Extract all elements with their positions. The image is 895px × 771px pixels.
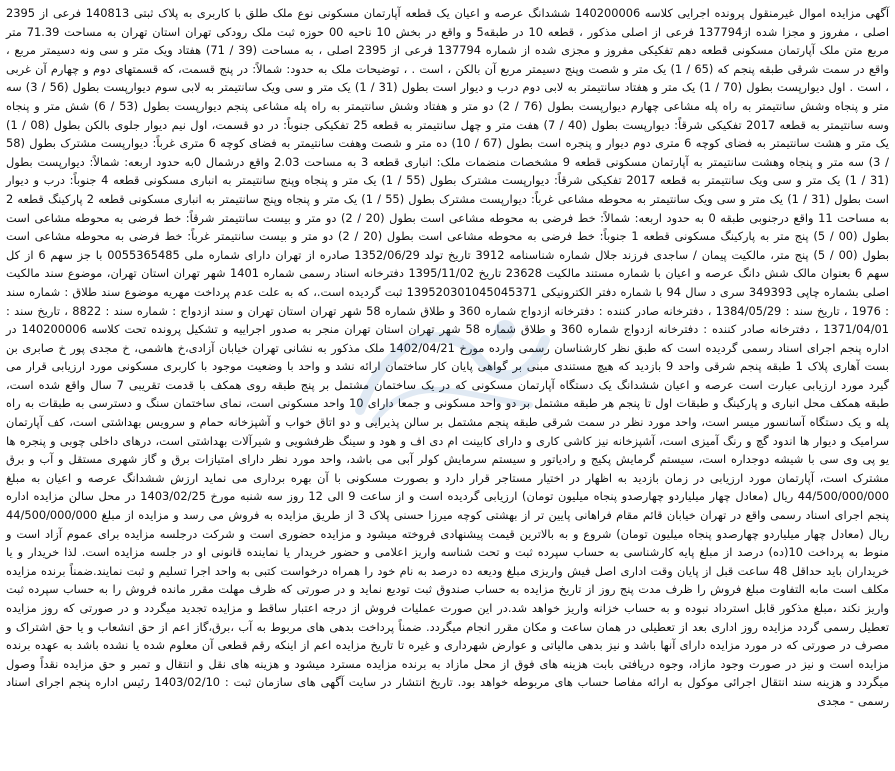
auction-notice-text: آگهی مزایده اموال غیرمنقول پرونده اجرایی کلاسه 140200006 ششدانگ عرصه و اعیان یک قطعه آپارتمان مسکونی نوع ملک طلق با کاربری به پلاک ثبتی 140813 فرعی از 2395 اصلی ، مفروز و مجزا شده از137794 فرعی از اصلی مذکور ، قطعه 10 در طبقه5 و واقع در بخش 10 ناحیه 00 حوزه ثبت ملک رودکی تهران استان تهران به مساحت 71.39 متر مربع متن ملک آپارتمان مسکونی قطعه دهم تفکیکی مفروز و مجزی شده از شماره 137794 فرعی از 2395 اصلی ، به مساحت (39 / 71) هفتاد ویک متر و سی ونه دسیمتر مربع ، واقع در سمت شرقی طبقه پنجم که (65 / 1) یک متر و شصت وپنج دسیمتر مربع آن بالکن ، است . ، توضیحات ملک به حدود: شمالاً: در پنج قسمت، که قسمتهای دوم و چهارم آن غربی ، است . اول دیوارپست بطول (70 / 1) یک متر و هفتاد سانتیمتر به لابی دوم درب و دیوار است بطول (31 / 1) یک متر و سی ویک سانتیمتر به لابی سوم دیوارپست بطول (56 / 3) سه متر و پنجاه وشش سانتیمتر به راه پله مشاعی چهارم دیوارپست بطول (76 / 2) دو متر و هفتاد وشش سانتیمتر به راه پله مشاعی پنجم دیوارپست بطول (53 / 6) شش متر و پنجاه وسه سانتیمتر به قطعه 2017 تفکیکی شرقاً: دیوارپست بطول (40 / 7) هفت متر و چهل سانتیمتر به قطعه 25 تفکیکی جنوباً: در دو قسمت، اول نیم دیوار جلوی بالکن بطول (08 / 1) یک متر و هشت سانتیمتر به فضای کوچه 6 متری دوم دیوار و پنجره است بطول (67 / 10) ده متر و شصت وهفت سانتیمتر به فضای کوچه 6 متری غرباً: دیوارپست مشترک بطول (58 / 3) سه متر و پنجاه وهشت سانتیمتر به آپارتمان مسکونی قطعه 9 مشخصات منضمات ملک: انباری قطعه 3 به مساحت 2.03 واقع درشمال 0به حدود اربعه: شمالاً: دیوارپست بطول (31 / 1) یک متر و سی ویک سانتیمتر به قطعه 2017 تفکیکی شرقاً: دیوارپست مشترک بطول (55 / 1) یک متر و پنجاه وپنج سانتیمتر به انباری مسکونی قطعه 4 جنوباً: درب و دیوار است بطول (31 / 1) یک متر و سی ویک سانتیمتر به محوطه مشاعی غرباً: دیوارپست مشترک بطول (55 / 1) یک متر و پنجاه وپنج سانتیمتر به انباری مسکونی قطعه 2 پارکینگ قطعه 2 به مساحت 11 واقع درجنوبی طبقه 0 به حدود اربعه: شمالاً: خط فرضی به محوطه مشاعی است بطول (20 / 2) دو متر و بیست سانتیمتر شرقاً: خط فرضی به محوطه مشاعی است بطول (00 / 5) پنج متر به پارکینگ مسکونی قطعه 1 جنوباً: خط فرضی به محوطه مشاعی است بطول (20 / 2) دو متر و بیست سانتیمتر غرباً: خط فرضی به محوطه مشاعی است بطول (00 / 5) پنج متر، مالکیت پیمان / ساجدی فرزند جلال شماره شناسنامه 3912 تاریخ تولد 1352/06/29 صادره از تهران دارای شماره ملی 0055365485 با جز سهم 6 از کل سهم 6 بعنوان مالک شش دانگ عرصه و اعیان با شماره مستند مالکیت 23628 تاریخ 1395/11/02 دفترخانه اسناد رسمی شماره 1401 شهر تهران استان تهران، موضوع سند مالکیت اصلی بشماره چاپی 349393 سری د سال 94 با شماره دفتر الکترونیکی 139520301045045371 ثبت گردیده است.، که به علت عدم پرداخت مهریه موضوع سند طلاق : شماره سند : 1976 ، تاریخ سند : 1384/05/29 ، دفترخانه صادر کننده : دفترخانه ازدواج شماره 360 و طلاق شماره 58 شهر تهران استان تهران و سند ازدواج : شماره سند : 8822 ، تاریخ سند : 1371/04/01 ، دفترخانه صادر کننده : دفترخانه ازدواج شماره 360 و طلاق شماره 58 شهر تهران استان تهران منجر به صدور اجراییه و تشکیل پرونده تحت کلاسه 140200006 در اداره پنجم اجرای اسناد رسمی گردیده است که طبق نظر کارشناسان رسمی وارده مورخ 1402/04/21 ملک مذکور به نشانی تهران خیابان آزادی،خ هاشمی، خ مجدی پور خ صابری بن بست آهاری پلاک 1 طبقه پنجم شرقی واحد 9 بازدید که هیچ مستندی مبنی بر گواهی پایان کار ساختمان ارائه نشد و واحد با وضعیت موجود با کاربری مسکونی مورد ارزیابی قرار می گیرد مورد ارزیابی عبارت است عرصه و اعیان ششدانگ یک دستگاه آپارتمان مسکونی که در یک ساختمان مشتمل بر پنج طبقه روی همکف با قدمت تقریبی 7 سال واقع شده است، طبقه همکف محل انباری و پارکینگ و طبقات اول تا پنجم هر طبقه مشتمل بر دو واحد مسکونی و جمعا دارای 10 واحد مسکونی است، نمای ساختمان سنگ و دسترسی به طبقات به راه پله و یک دستگاه آسانسور میسر است، واحد مورد نظر در سمت شرقی طبقه پنجم مشتمل بر سالن پذیرایی و دو اتاق خواب و آشپزخانه حمام و سرویس بهداشتی است، کف آپارتمان سرامیک و دیوار ها اندود گچ و رنگ آمیزی است، آشپزخانه نیز کاشی کاری و دارای کابینت ام دی اف و هود و سینگ ظرفشویی و شیرآلات بهداشتی است، درهای داخلی چوبی و پنجره ها یو پی وی سی با شیشه دوجداره است، سیستم گرمایش پکیج و رادیاتور و سیستم سرمایش کولر آبی می باشد، واحد مورد نظر دارای امتیازات برق و گاز شهری مستقل و آب و برق مشترک است، آپارتمان مورد ارزیابی در زمان بازدید به اظهار در اختیار مستاجر قرار دارد و بصورت مسکونی با آن بهره برداری می نماید ارزش ششدانگ عرصه و اعیان به مبلغ 44/500/000/000 ریال (معادل چهار میلیاردو چهارصدو پنجاه میلیون تومان) ارزیابی گردیده است و از ساعت 9 الی 12 روز سه شنبه مورخ 1403/02/25 در محل سالن مزایده اداره پنجم اجرای اسناد رسمی واقع در تهران خیابان قائم مقام فراهانی پایین تر از بهشتی کوچه میرزا حسنی پلاک 3 از طریق مزایده به فروش می رسد و مزایده از مبلغ 44/500/000/000 ریال (معادل چهار میلیاردو چهارصدو پنجاه میلیون تومان) شروع و به بالاترین قیمت پیشنهادی فروخته میشود و مزایده حضوری است و شرکت درجلسه مزایده برای عموم آزاد است و منوط به پرداخت 10(ده) درصد از مبلغ پایه کارشناسی به حساب سپرده ثبت و تحت شناسه واریز اعلامی و حضور خریدار یا نماینده قانونی او در جلسه مزایده است. لذا خریدار و یا خریداران باید حداقل 48 ساعت قبل از پایان وقت اداری اصل فیش واریزی مبلغ ودیعه ده درصد به نام خود را همراه درخواست کتبی به واحد اجرا تسلیم و ثبت نمایند.ضمناً برنده مزایده مکلف است مابه التفاوت مبلغ فروش را ظرف مدت پنج روز از تاریخ مزایده به حساب صندوق ثبت تودیع نماید و در صورتی که ظرف مهلت مقرر مانده فروش را به حساب سپرده ثبت واریز نکند ،مبلغ مذکور قابل استرداد نبوده و به حساب خزانه واریز خواهد شد.در این صورت عملیات فروش از درجه اعتبار ساقط و مزایده تجدید میگردد و در صورتی که روز مزایده تعطیل رسمی گردد مزایده روز اداری بعد از تعطیلی در همان ساعت و مکان مقرر انجام میگردد. ضمناً پرداخت بدهی های مربوط به آب ،برق،گاز اعم از حق انشعاب و یا حق اشتراک و مصرف در صورتی که در مورد مزایده دارای آنها باشد و نیز بدهی مالیاتی و عوارض شهرداری و غیره تا تاریخ مزایده اعم از اینکه رقم قطعی آن معلوم شده یا نشده باشد به عهده برنده مزایده است و نیز در صورت وجود مازاد، وجوه دریافتی بابت هزینه های فوق از محل مازاد به برنده مزایده مسترد میشود و هزینه های نقل و انتقال و تمبر و حق مزایده نقداً وصول میگردد و هزینه سند انتقال اجرائی موکول به ارائه مفاصا حساب های مربوطه خواهد بود. تاریخ انتشار در سایت آگهی های سازمان ثبت : 1403/02/10 رئیس اداره پنجم اجرای اسناد رسمی - مجدی xyxy=(6,6,890,708)
